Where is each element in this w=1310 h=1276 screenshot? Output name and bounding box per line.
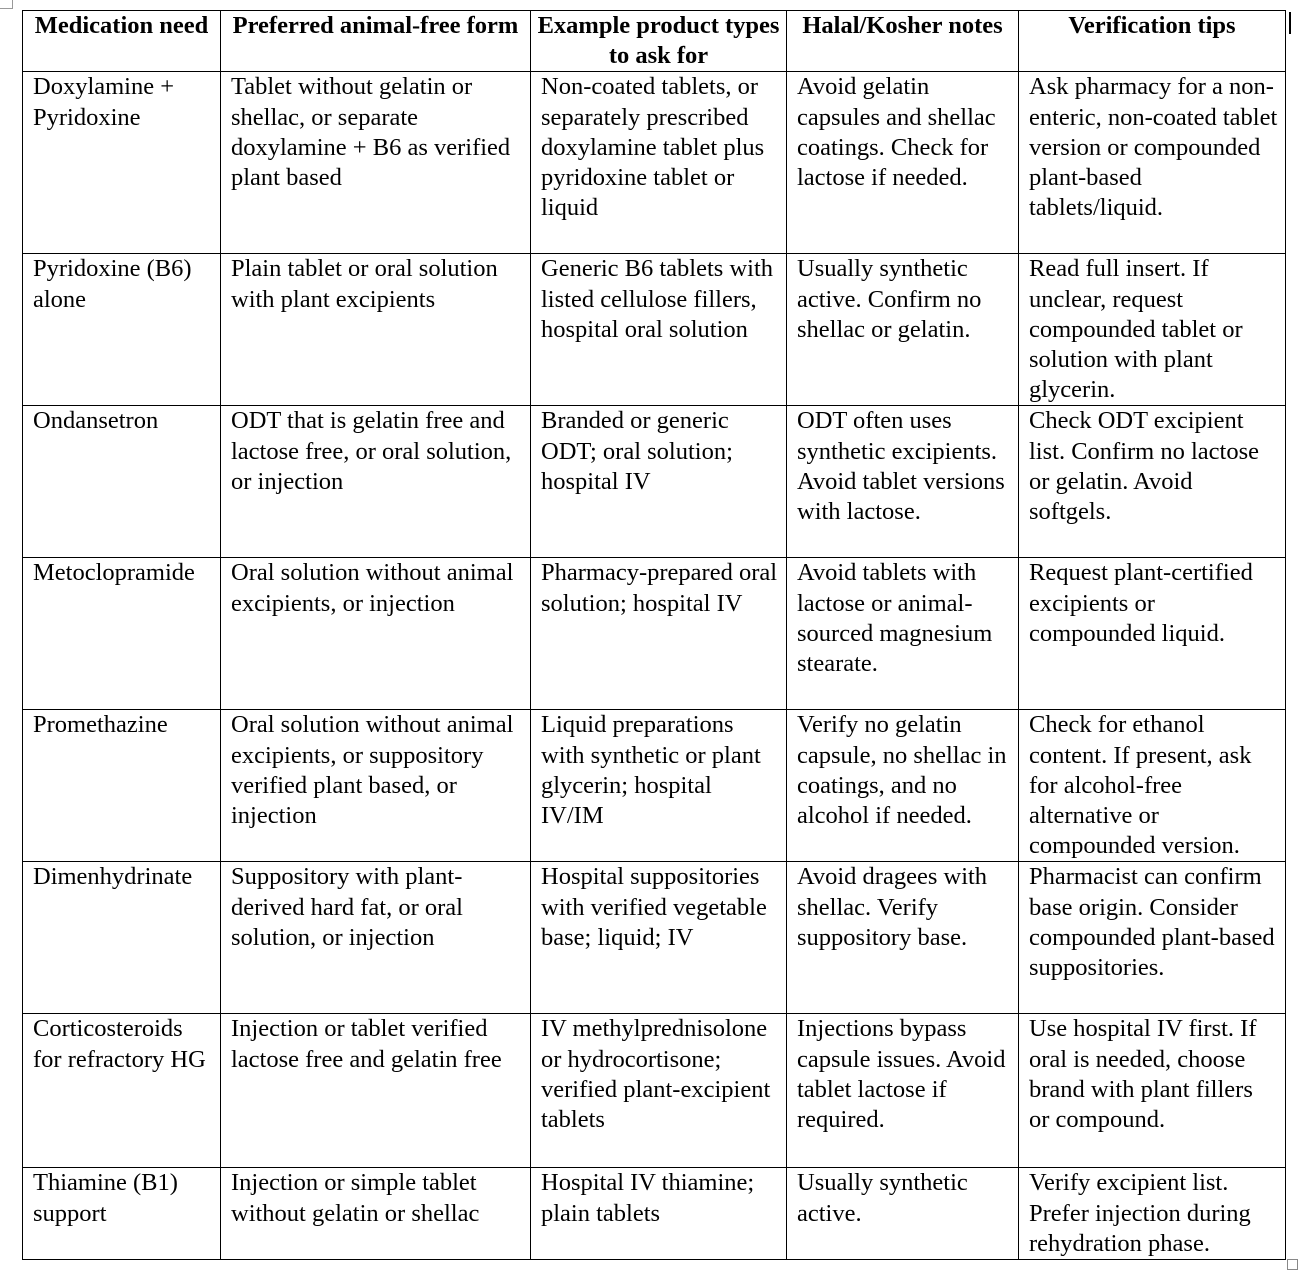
cell-example-products[interactable]: Hospital IV thiamine; plain tablets	[531, 1168, 787, 1260]
cell-halal-kosher[interactable]: ODT often uses synthetic excipients. Avoid tablet versions with lactose.	[787, 406, 1019, 558]
text-cursor	[1289, 12, 1291, 34]
header-preferred-form[interactable]: Preferred animal-free form	[221, 11, 531, 72]
cell-example-products[interactable]: Branded or generic ODT; oral solution; hospital IV	[531, 406, 787, 558]
cell-preferred-form[interactable]: Injection or simple tablet without gelatin or shellac	[221, 1168, 531, 1260]
cell-verification[interactable]: Read full insert. If unclear, request compounded tablet or solution with plant glycerin.	[1019, 254, 1286, 406]
cell-medication[interactable]: Metoclopramide	[23, 558, 221, 710]
cell-medication[interactable]: Doxylamine + Pyridoxine	[23, 72, 221, 254]
cell-halal-kosher[interactable]: Avoid dragees with shellac. Verify suppository base.	[787, 862, 1019, 1014]
cell-medication[interactable]: Pyridoxine (B6) alone	[23, 254, 221, 406]
table-move-handle[interactable]	[0, 0, 13, 9]
table-row	[23, 710, 1286, 862]
cell-example-products[interactable]: IV methylprednisolone or hydrocortisone; verified plant-excipient tablets	[531, 1014, 787, 1168]
header-example-products[interactable]: Example product types to ask for	[531, 11, 787, 72]
header-medication-need[interactable]: Medication need	[23, 11, 221, 72]
cell-preferred-form[interactable]: Oral solution without animal excipients, or suppository verified plant based, or injection	[221, 710, 531, 862]
header-halal-kosher-notes[interactable]: Halal/Kosher notes	[787, 11, 1019, 72]
cell-halal-kosher[interactable]: Usually synthetic active.	[787, 1168, 1019, 1260]
cell-example-products[interactable]: Liquid preparations with synthetic or plant glycerin; hospital IV/IM	[531, 710, 787, 862]
cell-example-products[interactable]: Generic B6 tablets with listed cellulose fillers, hospital oral solution	[531, 254, 787, 406]
table-row	[23, 558, 1286, 710]
table-resize-handle[interactable]	[1287, 1259, 1298, 1270]
cell-preferred-form[interactable]: Suppository with plant-derived hard fat, or oral solution, or injection	[221, 862, 531, 1014]
cell-preferred-form[interactable]: Tablet without gelatin or shellac, or separate doxylamine + B6 as verified plant based	[221, 72, 531, 254]
cell-halal-kosher[interactable]: Avoid gelatin capsules and shellac coatings. Check for lactose if needed.	[787, 72, 1019, 254]
cell-example-products[interactable]: Pharmacy-prepared oral solution; hospital IV	[531, 558, 787, 710]
cell-example-products[interactable]: Hospital suppositories with verified vegetable base; liquid; IV	[531, 862, 787, 1014]
cell-halal-kosher[interactable]: Avoid tablets with lactose or animal-sourced magnesium stearate.	[787, 558, 1019, 710]
cell-medication[interactable]: Thiamine (B1) support	[23, 1168, 221, 1260]
header-verification-tips[interactable]: Verification tips	[1019, 11, 1286, 72]
cell-verification[interactable]: Use hospital IV first. If oral is needed, choose brand with plant fillers or compound.	[1019, 1014, 1286, 1168]
cell-preferred-form[interactable]: Plain tablet or oral solution with plant excipients	[221, 254, 531, 406]
cell-example-products[interactable]: Non-coated tablets, or separately prescribed doxylamine tablet plus pyridoxine tablet or liquid	[531, 72, 787, 254]
table-row	[23, 254, 1286, 406]
cell-verification[interactable]: Pharmacist can confirm base origin. Consider compounded plant-based suppositories.	[1019, 862, 1286, 1014]
cell-preferred-form[interactable]: ODT that is gelatin free and lactose free, or oral solution, or injection	[221, 406, 531, 558]
cell-halal-kosher[interactable]: Usually synthetic active. Confirm no shellac or gelatin.	[787, 254, 1019, 406]
document-table-container	[22, 10, 1286, 1260]
cell-preferred-form[interactable]: Oral solution without animal excipients, or injection	[221, 558, 531, 710]
medication-table	[22, 10, 1286, 1260]
cell-halal-kosher[interactable]: Verify no gelatin capsule, no shellac in coatings, and no alcohol if needed.	[787, 710, 1019, 862]
table-row	[23, 72, 1286, 254]
table-header-row	[23, 11, 1286, 72]
cell-verification[interactable]: Verify excipient list. Prefer injection during rehydration phase.	[1019, 1168, 1286, 1260]
table-row	[23, 406, 1286, 558]
cell-verification[interactable]: Ask pharmacy for a non-enteric, non-coated tablet version or compounded plant-based tablets/liquid.	[1019, 72, 1286, 254]
cell-preferred-form[interactable]: Injection or tablet verified lactose free and gelatin free	[221, 1014, 531, 1168]
cell-verification[interactable]: Request plant-certified excipients or compounded liquid.	[1019, 558, 1286, 710]
cell-medication[interactable]: Promethazine	[23, 710, 221, 862]
cell-halal-kosher[interactable]: Injections bypass capsule issues. Avoid tablet lactose if required.	[787, 1014, 1019, 1168]
cell-medication[interactable]: Ondansetron	[23, 406, 221, 558]
table-row	[23, 1168, 1286, 1260]
table-row	[23, 862, 1286, 1014]
cell-medication[interactable]: Dimenhydrinate	[23, 862, 221, 1014]
table-row	[23, 1014, 1286, 1168]
cell-medication[interactable]: Corticosteroids for refractory HG	[23, 1014, 221, 1168]
cell-verification[interactable]: Check for ethanol content. If present, ask for alcohol-free alternative or compounded version.	[1019, 710, 1286, 862]
cell-verification[interactable]: Check ODT excipient list. Confirm no lactose or gelatin. Avoid softgels.	[1019, 406, 1286, 558]
